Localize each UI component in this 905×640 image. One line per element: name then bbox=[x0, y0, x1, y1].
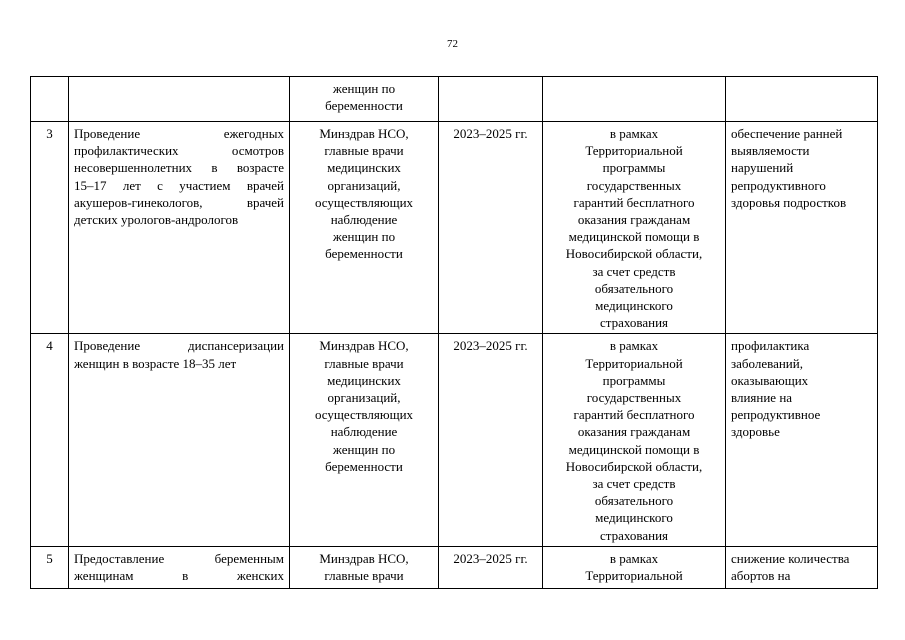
executor-line: осуществляющих bbox=[314, 194, 414, 210]
row-number-cell bbox=[31, 77, 69, 122]
funding-line: Территориальной bbox=[585, 143, 683, 159]
result-line: нарушений bbox=[731, 160, 794, 176]
funding-line: в рамках bbox=[609, 126, 659, 141]
executor-line: главные врачи bbox=[324, 143, 404, 159]
executor-line: организаций, bbox=[327, 177, 401, 193]
executor-line: медицинских bbox=[327, 160, 401, 176]
funding-line: в рамках bbox=[609, 338, 659, 354]
action-line: женщинам в женских bbox=[74, 568, 284, 584]
funding-line: оказания гражданам bbox=[577, 212, 691, 228]
executor-line: женщин по bbox=[332, 81, 396, 96]
action-line: Проведение ежегодных bbox=[74, 126, 284, 141]
funding-cell bbox=[543, 546, 726, 588]
result-line: репродуктивное bbox=[731, 407, 821, 423]
executor-cell bbox=[290, 334, 439, 546]
action-line: 15–17 лет с участием врачей bbox=[74, 177, 284, 193]
result-line: обеспечение ранней bbox=[731, 126, 843, 141]
term-cell: 2023–2025 гг. bbox=[439, 122, 543, 334]
executor-line: организаций, bbox=[327, 390, 401, 406]
action-line: Предоставление беременным bbox=[74, 550, 284, 566]
executor-line: наблюдение bbox=[330, 212, 398, 228]
action-cell bbox=[69, 334, 290, 546]
term-cell: 2023–2025 гг. bbox=[439, 334, 543, 546]
table-row bbox=[31, 546, 878, 588]
action-line: акушеров-гинекологов, врачей bbox=[74, 194, 284, 210]
funding-line: Новосибирской области, bbox=[565, 246, 703, 262]
result-line: абортов на bbox=[731, 568, 791, 584]
executor-line: Минздрав НСО, bbox=[319, 550, 409, 566]
funding-line: в рамках bbox=[609, 550, 659, 566]
result-cell bbox=[726, 546, 878, 588]
funding-line: обязательного bbox=[594, 493, 674, 509]
result-line: выявляемости bbox=[731, 143, 810, 159]
result-line: заболеваний, bbox=[731, 355, 803, 371]
funding-cell bbox=[543, 77, 726, 122]
term-cell: 2023–2025 гг. bbox=[439, 546, 543, 588]
executor-line: наблюдение bbox=[330, 424, 398, 440]
result-line: влияние на bbox=[731, 390, 793, 406]
result-line: здоровье bbox=[731, 424, 780, 440]
executor-line: главные врачи bbox=[324, 568, 404, 584]
executor-line: женщин по bbox=[332, 441, 396, 457]
result-cell bbox=[726, 334, 878, 546]
executor-cell bbox=[290, 122, 439, 334]
action-line: несовершеннолетних в возрасте bbox=[74, 160, 284, 176]
action-cell bbox=[69, 546, 290, 588]
executor-cell bbox=[290, 77, 439, 122]
funding-line: гарантий бесплатного bbox=[573, 407, 695, 423]
funding-line: Новосибирской области, bbox=[565, 458, 703, 474]
funding-cell bbox=[543, 334, 726, 546]
funding-line: медицинской помощи в bbox=[568, 229, 700, 245]
table-row bbox=[31, 334, 878, 546]
result-line: репродуктивного bbox=[731, 177, 826, 193]
funding-line: Территориальной bbox=[585, 355, 683, 371]
funding-line: государственных bbox=[586, 390, 682, 406]
funding-line: страхования bbox=[599, 527, 668, 543]
result-cell bbox=[726, 77, 878, 122]
funding-line: обязательного bbox=[594, 280, 674, 296]
executor-line: Минздрав НСО, bbox=[319, 126, 409, 141]
executor-line: медицинских bbox=[327, 372, 401, 388]
table-row bbox=[31, 122, 878, 334]
page-number: 72 bbox=[447, 38, 458, 50]
table-row bbox=[31, 77, 878, 122]
action-cell bbox=[69, 122, 290, 334]
result-line: снижение количества bbox=[731, 550, 850, 566]
funding-line: программы bbox=[602, 160, 666, 176]
funding-line: страхования bbox=[599, 315, 668, 331]
row-number-cell: 3 bbox=[31, 122, 69, 334]
row-number-cell: 5 bbox=[31, 546, 69, 588]
executor-line: беременности bbox=[325, 98, 403, 114]
action-line: Проведение диспансеризации bbox=[74, 338, 284, 354]
funding-line: Территориальной bbox=[585, 568, 683, 584]
funding-line: за счет средств bbox=[592, 263, 676, 279]
action-line: женщин в возрасте 18–35 лет bbox=[74, 355, 237, 371]
executor-line: осуществляющих bbox=[314, 407, 414, 423]
funding-line: программы bbox=[602, 372, 666, 388]
row-number-cell: 4 bbox=[31, 334, 69, 546]
funding-line: гарантий бесплатного bbox=[573, 194, 695, 210]
funding-line: оказания гражданам bbox=[577, 424, 691, 440]
term-cell bbox=[439, 77, 543, 122]
funding-line: за счет средств bbox=[592, 476, 676, 492]
funding-line: медицинской помощи в bbox=[568, 441, 700, 457]
executor-line: женщин по bbox=[332, 229, 396, 245]
funding-line: государственных bbox=[586, 177, 682, 193]
result-line: здоровья подростков bbox=[731, 194, 847, 210]
activities-table bbox=[30, 76, 878, 589]
funding-cell bbox=[543, 122, 726, 334]
action-cell bbox=[69, 77, 290, 122]
executor-line: Минздрав НСО, bbox=[319, 338, 409, 354]
executor-cell bbox=[290, 546, 439, 588]
result-line: профилактика bbox=[731, 338, 810, 354]
executor-line: беременности bbox=[325, 246, 403, 262]
executor-line: беременности bbox=[325, 458, 403, 474]
executor-line: главные врачи bbox=[324, 355, 404, 371]
funding-line: медицинского bbox=[595, 298, 673, 314]
funding-line: медицинского bbox=[595, 510, 673, 526]
result-cell bbox=[726, 122, 878, 334]
result-line: оказывающих bbox=[731, 372, 809, 388]
action-line: профилактических осмотров bbox=[74, 143, 284, 159]
action-line: детских урологов-андрологов bbox=[74, 212, 239, 228]
